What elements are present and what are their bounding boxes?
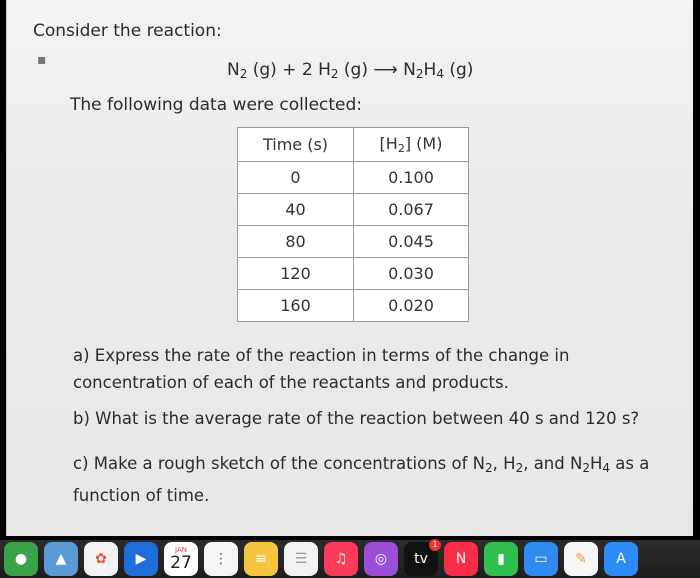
calendar-month: JAN — [175, 546, 187, 554]
reaction-equation: $N_2$ (g) + 2 $H_2$ (g) ⟶ $N_2H_4$ (g) — [227, 60, 474, 81]
concentration-cell: 0.100 — [354, 162, 469, 194]
data-table — [237, 127, 469, 322]
numbers-app-icon[interactable]: ▮ — [484, 542, 518, 576]
question-a: a) Express the rate of the reaction in terms of the change in concentration of each of the reactants and products. — [73, 346, 570, 392]
table-row — [238, 290, 469, 322]
tv-label: tv — [414, 551, 428, 567]
news-app-icon[interactable]: N — [444, 542, 478, 576]
photos-app-icon[interactable]: ✿ — [84, 542, 118, 576]
time-cell: 160 — [238, 290, 354, 322]
time-cell: 80 — [238, 226, 354, 258]
document-page — [6, 0, 693, 536]
question-b: b) What is the average rate of the reaction between 40 s and 120 s? — [73, 409, 640, 428]
dock — [0, 540, 700, 578]
time-cell: 120 — [238, 258, 354, 290]
keynote-app-icon[interactable]: ▭ — [524, 542, 558, 576]
table-row — [238, 258, 469, 290]
notes-app-icon[interactable]: ≡ — [244, 542, 278, 576]
facetime-app-icon[interactable]: ▶ — [124, 542, 158, 576]
concentration-cell: 0.067 — [354, 194, 469, 226]
concentration-cell: 0.045 — [354, 226, 469, 258]
concentration-cell: 0.020 — [354, 290, 469, 322]
arrow-icon: ⟶ — [373, 60, 398, 80]
maps-app-icon[interactable]: ▲ — [44, 542, 78, 576]
time-cell: 0 — [238, 162, 354, 194]
messages-app-icon[interactable]: ● — [4, 542, 38, 576]
bullet-mark: ▪ — [37, 52, 47, 68]
data-intro-text: The following data were collected: — [70, 95, 363, 115]
concentration-cell: 0.030 — [354, 258, 469, 290]
tv-badge: 1 — [429, 539, 441, 551]
table-row — [238, 226, 469, 258]
pages-app-icon[interactable]: ✎ — [564, 542, 598, 576]
table-row — [238, 194, 469, 226]
reminders-app-icon[interactable]: ☰ — [284, 542, 318, 576]
contacts-app-icon[interactable]: ⋮ — [204, 542, 238, 576]
podcasts-app-icon[interactable]: ◎ — [364, 542, 398, 576]
intro-text: Consider the reaction: — [33, 21, 222, 41]
tv-app-icon[interactable] — [404, 542, 438, 576]
table-header-row — [238, 128, 469, 162]
column-header-concentration: $[H_2]$ (M) — [354, 128, 469, 162]
calendar-day: 27 — [170, 553, 192, 573]
calendar-app-icon[interactable] — [164, 542, 198, 576]
column-header-time: Time (s) — [238, 128, 354, 162]
app-store-icon[interactable]: A — [604, 542, 638, 576]
table-row — [238, 162, 469, 194]
time-cell: 40 — [238, 194, 354, 226]
question-c: c) Make a rough sketch of the concentrations of $N_2$, $H_2$, and $N_2H_4$ as a function of time. — [73, 454, 650, 505]
music-app-icon[interactable]: ♫ — [324, 542, 358, 576]
